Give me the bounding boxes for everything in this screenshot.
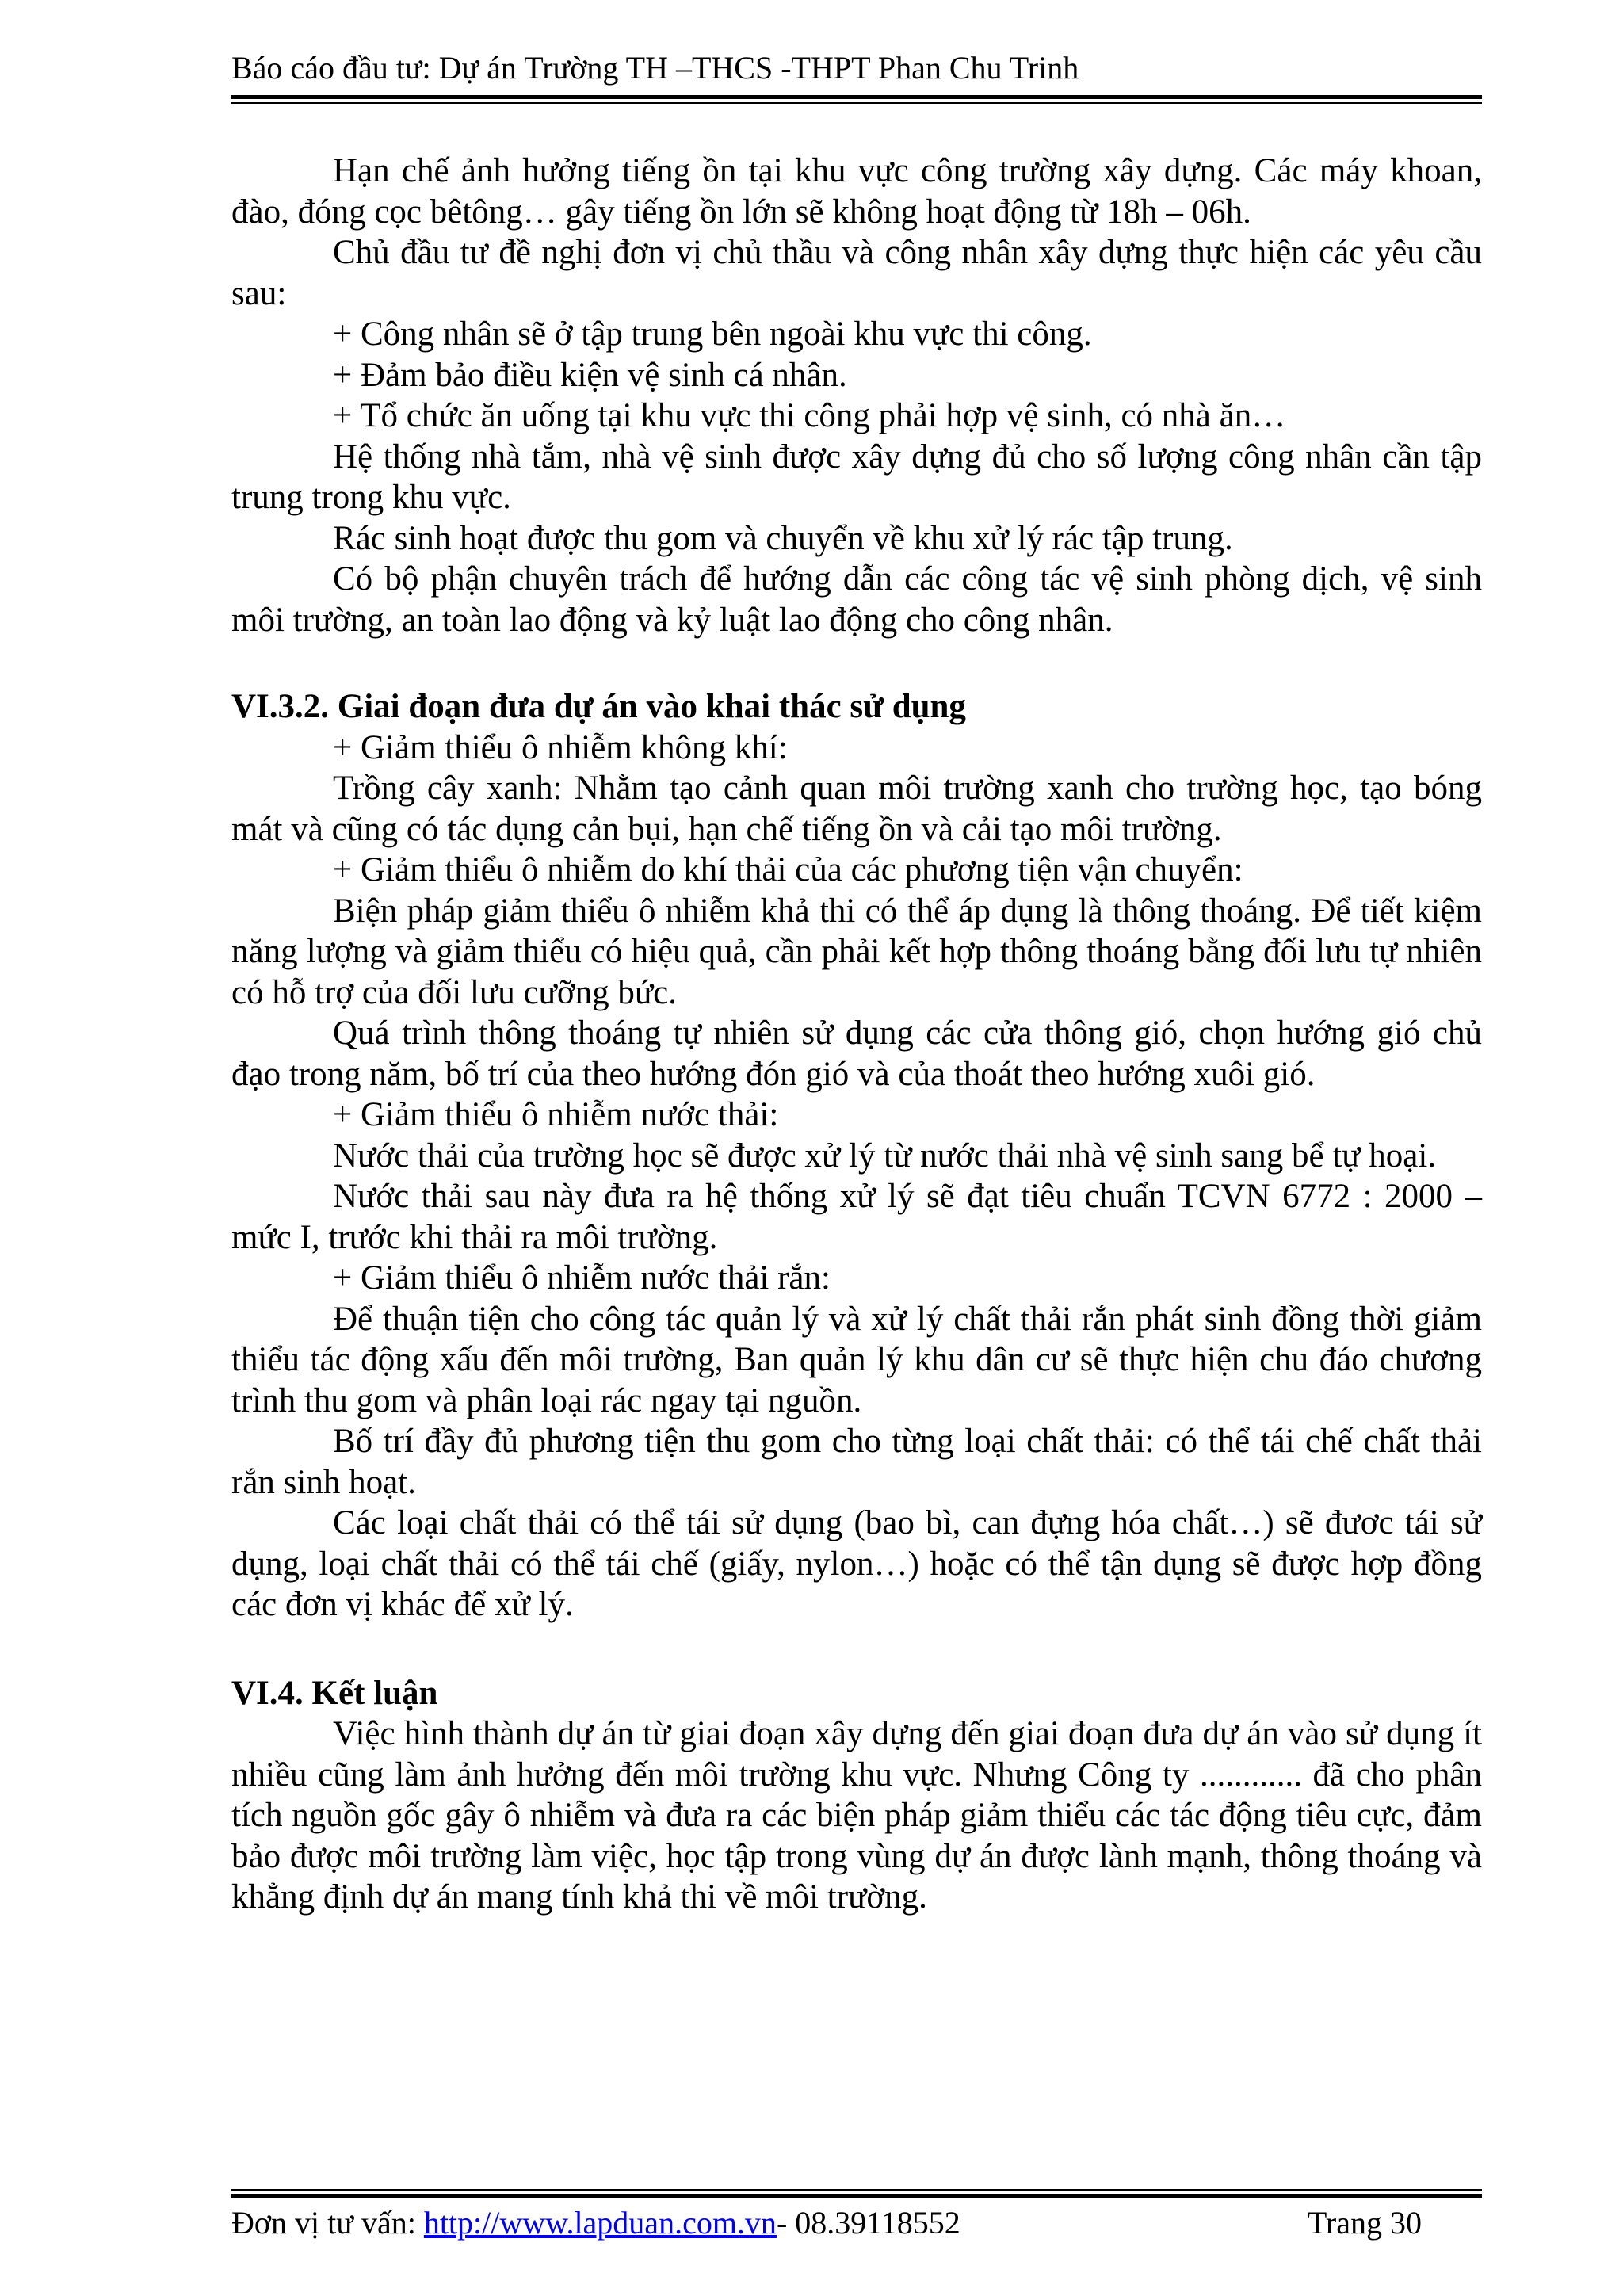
footer-consultant-label: Đơn vị tư vấn: xyxy=(231,2205,424,2241)
footer-rule-thick xyxy=(231,2194,1482,2198)
paragraph: Bố trí đầy đủ phương tiện thu gom cho từng loại chất thải: có thể tái chế chất thải rắn sinh hoạt. xyxy=(231,1423,1482,1501)
footer-rule-thin xyxy=(231,2189,1482,2191)
header-title: Báo cáo đầu tư: Dự án Trường TH –THCS -THPT Phan Chu Trinh xyxy=(231,50,1079,86)
footer-website-link[interactable]: http://www.lapduan.com.vn xyxy=(423,2205,777,2241)
document-body xyxy=(231,151,1482,1918)
section-heading: VI.4. Kết luận xyxy=(231,1674,438,1712)
paragraph: + Tổ chức ăn uống tại khu vực thi công phải hợp vệ sinh, có nhà ăn… xyxy=(333,397,1286,434)
paragraph: Hạn chế ảnh hưởng tiếng ồn tại khu vực công trường xây dựng. Các máy khoan, đào, đóng cọc bêtông… gây tiếng ồn lớn sẽ không hoạt động từ 18h – 06h. xyxy=(231,152,1482,231)
footer-phone: - 08.39118552 xyxy=(776,2205,960,2241)
paragraph: Trồng cây xanh: Nhằm tạo cảnh quan môi trường xanh cho trường học, tạo bóng mát và cũng có tác dụng cản bụi, hạn chế tiếng ồn và cải tạo môi trường. xyxy=(231,770,1482,848)
paragraph: + Công nhân sẽ ở tập trung bên ngoài khu vực thi công. xyxy=(333,315,1092,353)
paragraph: Hệ thống nhà tắm, nhà vệ sinh được xây dựng đủ cho số lượng công nhân cần tập trung trong khu vực. xyxy=(231,437,1482,516)
header-rule-thick xyxy=(231,95,1482,99)
page-footer xyxy=(231,2189,1482,2244)
paragraph: Nước thải sau này đưa ra hệ thống xử lý sẽ đạt tiêu chuẩn TCVN 6772 : 2000 – mức I, trước khi thải ra môi trường. xyxy=(231,1178,1482,1256)
paragraph: Có bộ phận chuyên trách để hướng dẫn các công tác vệ sinh phòng dịch, vệ sinh môi trường, an toàn lao động và kỷ luật lao động cho công nhân. xyxy=(231,560,1482,639)
page-header xyxy=(231,46,1482,104)
header-rule-thin xyxy=(231,102,1482,104)
footer-line xyxy=(231,2202,1482,2244)
paragraph: + Giảm thiểu ô nhiễm nước thải rắn: xyxy=(333,1259,831,1297)
paragraph: + Giảm thiểu ô nhiễm do khí thải của các phương tiện vận chuyển: xyxy=(333,851,1243,888)
paragraph: Rác sinh hoạt được thu gom và chuyển về khu xử lý rác tập trung. xyxy=(333,519,1233,557)
paragraph: Quá trình thông thoáng tự nhiên sử dụng các cửa thông gió, chọn hướng gió chủ đạo trong năm, bố trí của theo hướng đón gió và của thoát theo hướng xuôi gió. xyxy=(231,1014,1482,1093)
paragraph: Chủ đầu tư đề nghị đơn vị chủ thầu và công nhân xây dựng thực hiện các yêu cầu sau: xyxy=(231,234,1482,312)
page-number: Trang 30 xyxy=(1307,2205,1422,2241)
paragraph: Việc hình thành dự án từ giai đoạn xây dựng đến giai đoạn đưa dự án vào sử dụng ít nhiều cũng làm ảnh hưởng đến môi trường khu vực. Nhưng Công ty ............ đã cho phân tích nguồn gốc gây ô nhiễm và đưa ra các biện pháp giảm thiểu các tác động tiêu cực, đảm bảo được môi trường làm việc, học tập trong vùng dự án được lành mạnh, thông thoáng và khẳng định dự án mang tính khả thi về môi trường. xyxy=(231,1715,1482,1916)
paragraph: Để thuận tiện cho công tác quản lý và xử lý chất thải rắn phát sinh đồng thời giảm thiểu tác động xấu đến môi trường, Ban quản lý khu dân cư sẽ thực hiện chu đáo chương trình thu gom và phân loại rác ngay tại nguồn. xyxy=(231,1300,1482,1419)
paragraph: Nước thải của trường học sẽ được xử lý từ nước thải nhà vệ sinh sang bể tự hoại. xyxy=(333,1137,1437,1175)
paragraph: + Giảm thiểu ô nhiễm không khí: xyxy=(333,728,788,766)
paragraph: + Đảm bảo điều kiện vệ sinh cá nhân. xyxy=(333,356,847,394)
paragraph: Các loại chất thải có thể tái sử dụng (bao bì, can đựng hóa chất…) sẽ đươc tái sử dụng, loại chất thải có thể tái chế (giấy, nylon…) hoặc có thể tận dụng sẽ được hợp đồng các đơn vị khác để xử lý. xyxy=(231,1504,1482,1623)
section-heading: VI.3.2. Giai đoạn đưa dự án vào khai thác sử dụng xyxy=(231,688,966,725)
paragraph: Biện pháp giảm thiểu ô nhiễm khả thi có thể áp dụng là thông thoáng. Để tiết kiệm năng lượng và giảm thiểu có hiệu quả, cần phải kết hợp thông thoáng bằng đối lưu tự nhiên có hỗ trợ của đối lưu cưỡng bức. xyxy=(231,892,1482,1011)
paragraph: + Giảm thiểu ô nhiễm nước thải: xyxy=(333,1096,779,1133)
